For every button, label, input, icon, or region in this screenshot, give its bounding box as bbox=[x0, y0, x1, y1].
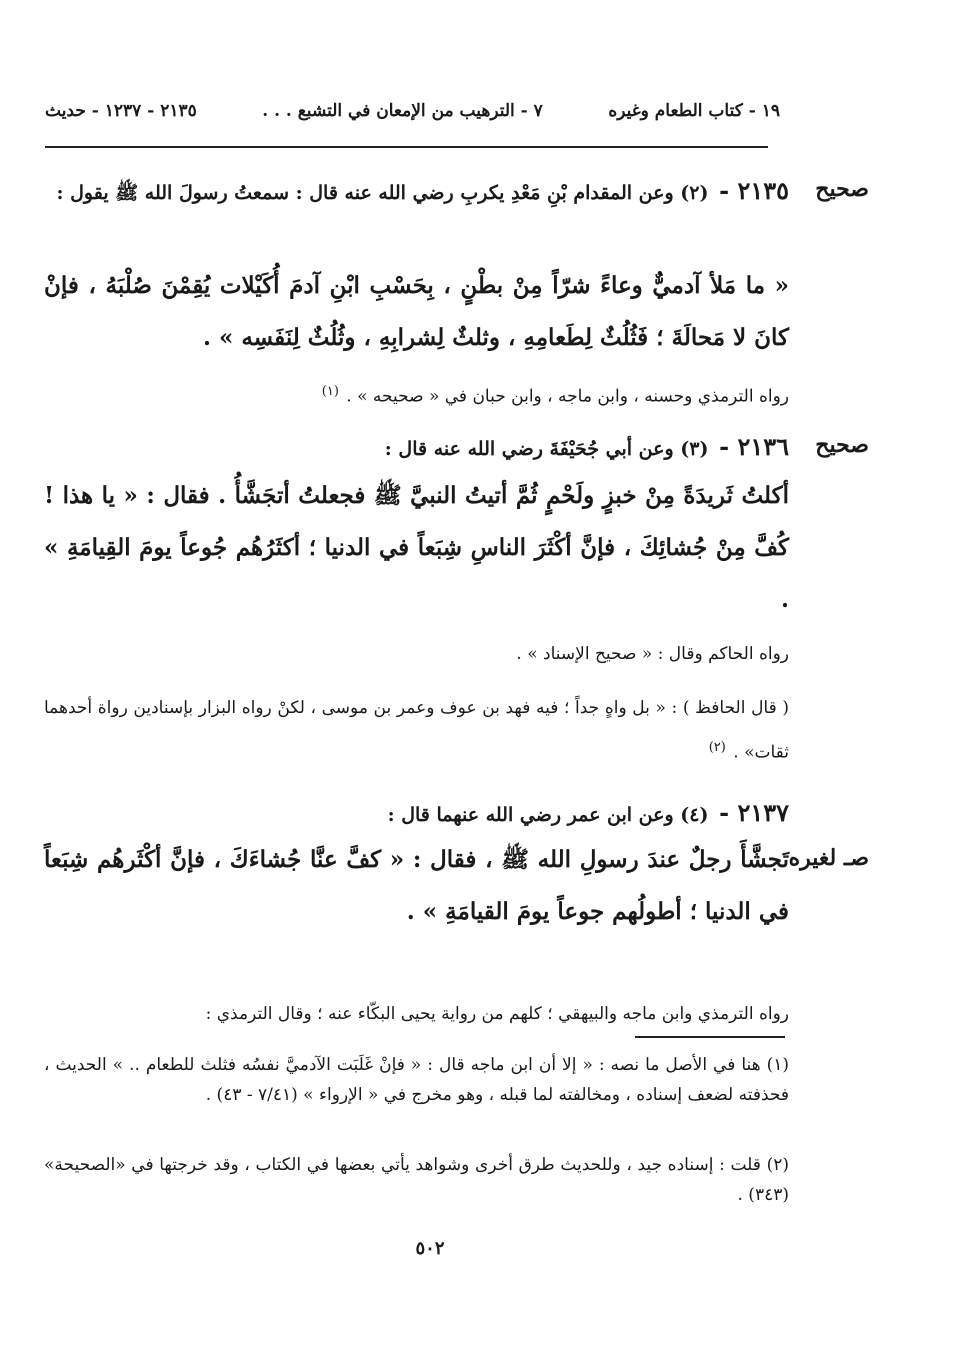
chapter-title: ٧ - الترهيب من الإمعان في التشبع . . . bbox=[262, 101, 543, 121]
grade-label-2136: صحيح bbox=[815, 432, 869, 458]
hadith-text-2136: أكلتُ ثَريدَةً مِنْ خبزٍ ولَحْمٍ ثُمَّ أتيتُ النبيَّ ﷺ فجعلتُ أتجَشَّأُ . فقال : « يا هذا ! كُفَّ مِنْ جُشائِكَ ، فإنَّ أكْثَرَ الناسِ شِبَعاً في الدنيا ؛ أكثَرُهُم جُوعاً يومَ القِيامَةِ » . bbox=[44, 482, 789, 613]
hadith-source-2135 bbox=[44, 372, 789, 417]
source-text: رواه الترمذي وحسنه ، وابن ماجه ، وابن حبان في « صحيحه » . bbox=[346, 386, 789, 407]
footnote-rule bbox=[635, 1036, 785, 1038]
header-rule bbox=[45, 146, 768, 148]
footnote-2: (٢) قلت : إسناده جيد ، وللحديث طرق أخرى وشواهد يأتي بعضها في الكتاب ، وقد خرجتها في «الصحيحة» (٣٤٣) . bbox=[44, 1155, 789, 1205]
hadith-source-2136: رواه الحاكم وقال : « صحيح الإسناد » . bbox=[516, 644, 789, 664]
hadith-text-2137: تَجشَّأَ رجلٌ عندَ رسولِ الله ﷺ ، فقال : « كفَّ عنَّا جُشاءَكَ ، فإنَّ أكْثَرهُم شِبَعاً في الدنيا ؛ أطولُهم جوعاً يومَ القيامَةِ » . bbox=[44, 846, 789, 925]
hadith-intro-2137 bbox=[44, 792, 789, 836]
hadith-text-2135: « ما مَلأ آدميٌّ وعاءً شرّاً مِنْ بطْنٍ ، بِحَسْبِ ابْنِ آدمَ أُكَيْلات يُقِمْنَ صُلْبَهُ ، فإنْ كانَ لا مَحالَةَ ؛ فَثُلُثٌ لِطَعامِهِ ، وثلثٌ لِشرابِهِ ، وثُلُثٌ لِنَفَسِه » . bbox=[44, 272, 789, 351]
grade-label-2135: صحيح bbox=[815, 176, 869, 202]
grade-label-2137: صـ لغيره bbox=[788, 845, 869, 871]
hadith-number: ٢١٣٧ - bbox=[719, 798, 789, 827]
book-title: ١٩ - كتاب الطعام وغيره bbox=[608, 101, 780, 121]
hadith-intro-text: (٢) وعن المقدام بْنِ مَعْدِ يكربِ رضي الله عنه قال : سمعتُ رسولَ الله ﷺ يقول : bbox=[56, 182, 709, 204]
footnote-1: (١) هنا في الأصل ما نصه : « إلا أن ابن ماجه قال : « فإنْ غَلَبَت الآدميَّ نفسُه فثلث للطعام .. » الحديث ، فحذفته لضعف إسناده ، ومخالفته لما قبله ، وهو مخرج في « الإرواء » (٧/٤١ - ٤٣) . bbox=[44, 1055, 789, 1105]
hafiz-note-2136 bbox=[44, 688, 789, 773]
hadith-source-2137: رواه الترمذي وابن ماجه والبيهقي ؛ كلهم من رواية يحيى البكّاء عنه ؛ وقال الترمذي : bbox=[205, 1004, 789, 1024]
hadith-intro-text: (٤) وعن ابن عمر رضي الله عنهما قال : bbox=[387, 804, 709, 826]
footnote-ref: (٢) bbox=[708, 740, 726, 755]
hadith-number: ٢١٣٦ - bbox=[719, 432, 789, 461]
hadith-intro-2135 bbox=[44, 170, 789, 214]
footnote-ref: (١) bbox=[321, 384, 339, 399]
hadith-range: ٢١٣٥ - ١٢٣٧ - حديث bbox=[45, 101, 197, 121]
hadith-intro-2136 bbox=[44, 426, 789, 470]
hadith-intro-text: (٣) وعن أبي جُحَيْفَةَ رضي الله عنه قال : bbox=[384, 438, 709, 460]
running-head bbox=[45, 96, 780, 126]
note-text: ( قال الحافظ ) : « بل واهٍ جداً ؛ فيه فهد بن عوف وعمر بن موسى ، لكنْ رواه البزار بإسنادين رواة أحدهما ثقات» . bbox=[44, 698, 789, 763]
hadith-number: ٢١٣٥ - bbox=[719, 176, 789, 205]
page-number: ٥٠٢ bbox=[415, 1238, 445, 1259]
